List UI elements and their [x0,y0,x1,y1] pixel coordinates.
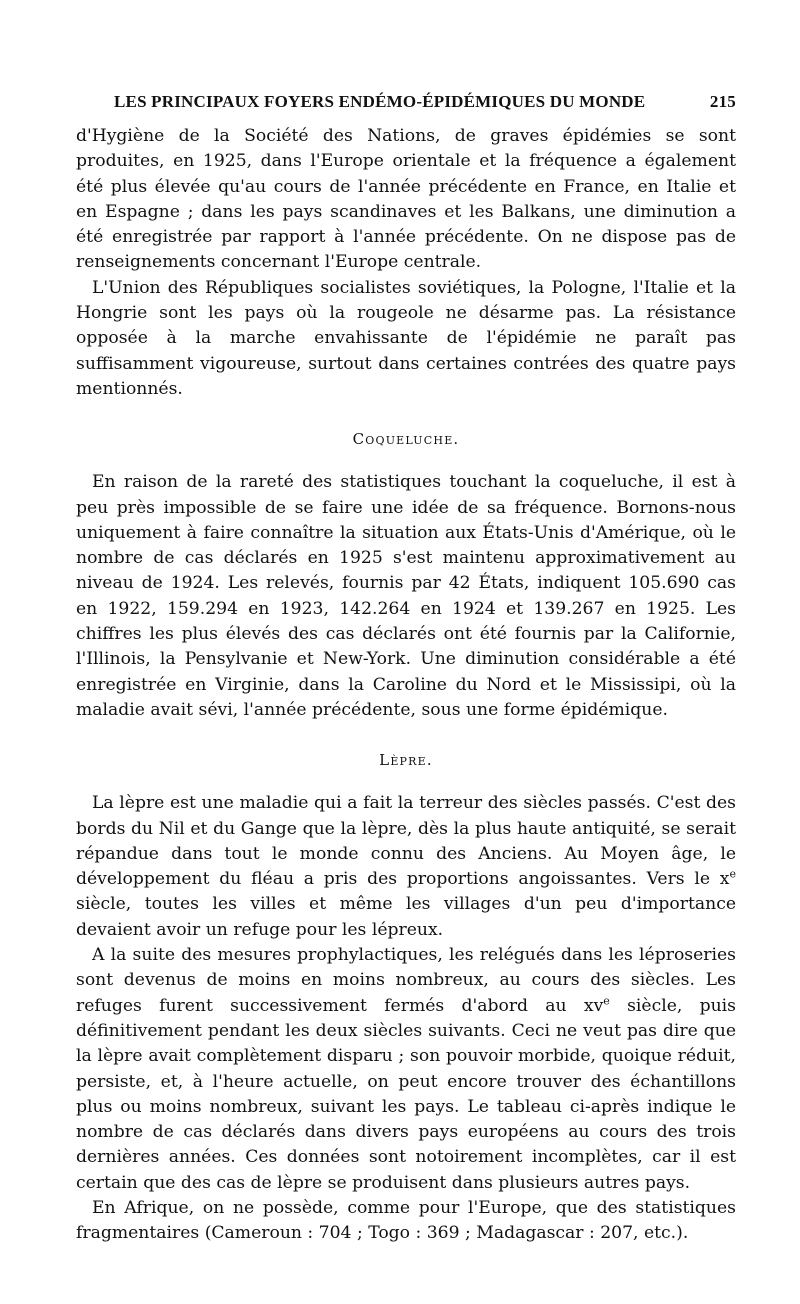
superscript: e [729,867,736,881]
text-run: La lèpre est une maladie qui a fait la terreur des siècles passés. C'est des bords du Nil et du Gange que la lèpre, dès la plus haute antiquité, se serait répandue dans tout le monde connu des Anciens. Au Moyen âge, le développement du fléau a pris des proportions angoissantes. Vers le x [76,793,736,890]
text-run: A la suite des mesures prophylactiques, les relégués dans les léproseries sont devenus de moins en moins nombreux, au cours des siècles. Les refuges furent successivement fermés d'abord au xv [76,945,736,1016]
superscript: e [603,993,610,1007]
paragraph-coqueluche: En raison de la rareté des statistiques touchant la coqueluche, il est à peu près impossible de se faire une idée de sa fréquence. Bornons-nous uniquement à faire connaître la situation aux États-Unis d'Amérique, où le nombre de cas déclarés en 1925 s'est maintenu approximativement au niveau de 1924. Les relevés, fournis par 42 États, indiquent 105.690 cas en 1922, 159.294 en 1923, 142.264 en 1924 et 139.267 en 1925. Les chiffres les plus élevés des cas déclarés ont été fournis par la Californie, l'Illinois, la Pensylvanie et New-York. Une diminution considérable a été enregistrée en Virginie, dans la Caroline du Nord et le Mississipi, où la maladie avait sévi, l'année précédente, sous une forme épidémique. [76,472,736,720]
text-run: siècle, toutes les villes et même les villages d'un peu d'importance devaient avoir un refuge pour les lépreux. [76,894,736,940]
section-title-coqueluche: Coqueluche. [352,430,460,449]
paragraph-rougeole-continued: d'Hygiène de la Société des Nations, de graves épidémies se sont produites, en 1925, dans l'Europe orientale et la fréquence a également été plus élevée qu'au cours de l'année précédente en France, en Italie et en Espagne ; dans les pays scandinaves et les Balkans, une diminution a été enregistrée par rapport à l'année précédente. On ne dispose pas de renseignements concernant l'Europe centrale. [76,126,736,273]
book-page [76,92,736,1247]
paragraph-lepre-afrique: En Afrique, on ne possède, comme pour l'Europe, que des statistiques fragmentaires (Cameroun : 704 ; Togo : 369 ; Madagascar : 207, etc.). [76,1197,736,1244]
section-title-lepre: Lèpre. [379,751,433,770]
page-number: 215 [709,92,736,111]
paragraph-rougeole-countries: L'Union des Républiques socialistes soviétiques, la Pologne, l'Italie et la Hongrie sont les pays où la rougeole ne désarme pas. La résistance opposée à la marche envahissante de l'épidémie ne paraît pas suffisamment vigoureuse, surtout dans certaines contrées des quatre pays mentionnés. [76,277,736,399]
running-title: LES PRINCIPAUX FOYERS ENDÉMO-ÉPIDÉMIQUES DU MONDE [114,92,646,111]
paragraph-lepre-prophylaxis [76,943,736,1196]
running-header [114,92,736,112]
text-run: siècle, puis définitivement pendant les deux siècles suivants. Ceci ne veut pas dire que la lèpre avait complètement disparu ; son pouvoir morbide, quoique réduit, persiste, et, à l'heure actuelle, on peut encore trouver des échantillons plus ou moins nombreux, suivant les pays. Le tableau ci-après indique le nombre de cas déclarés dans divers pays européens au cours des trois dernières années. Ces données sont notoirement incomplètes, car il est certain que des cas de lèpre se produisent dans plusieurs autres pays. [76,995,736,1193]
paragraph-lepre-history [76,791,736,943]
